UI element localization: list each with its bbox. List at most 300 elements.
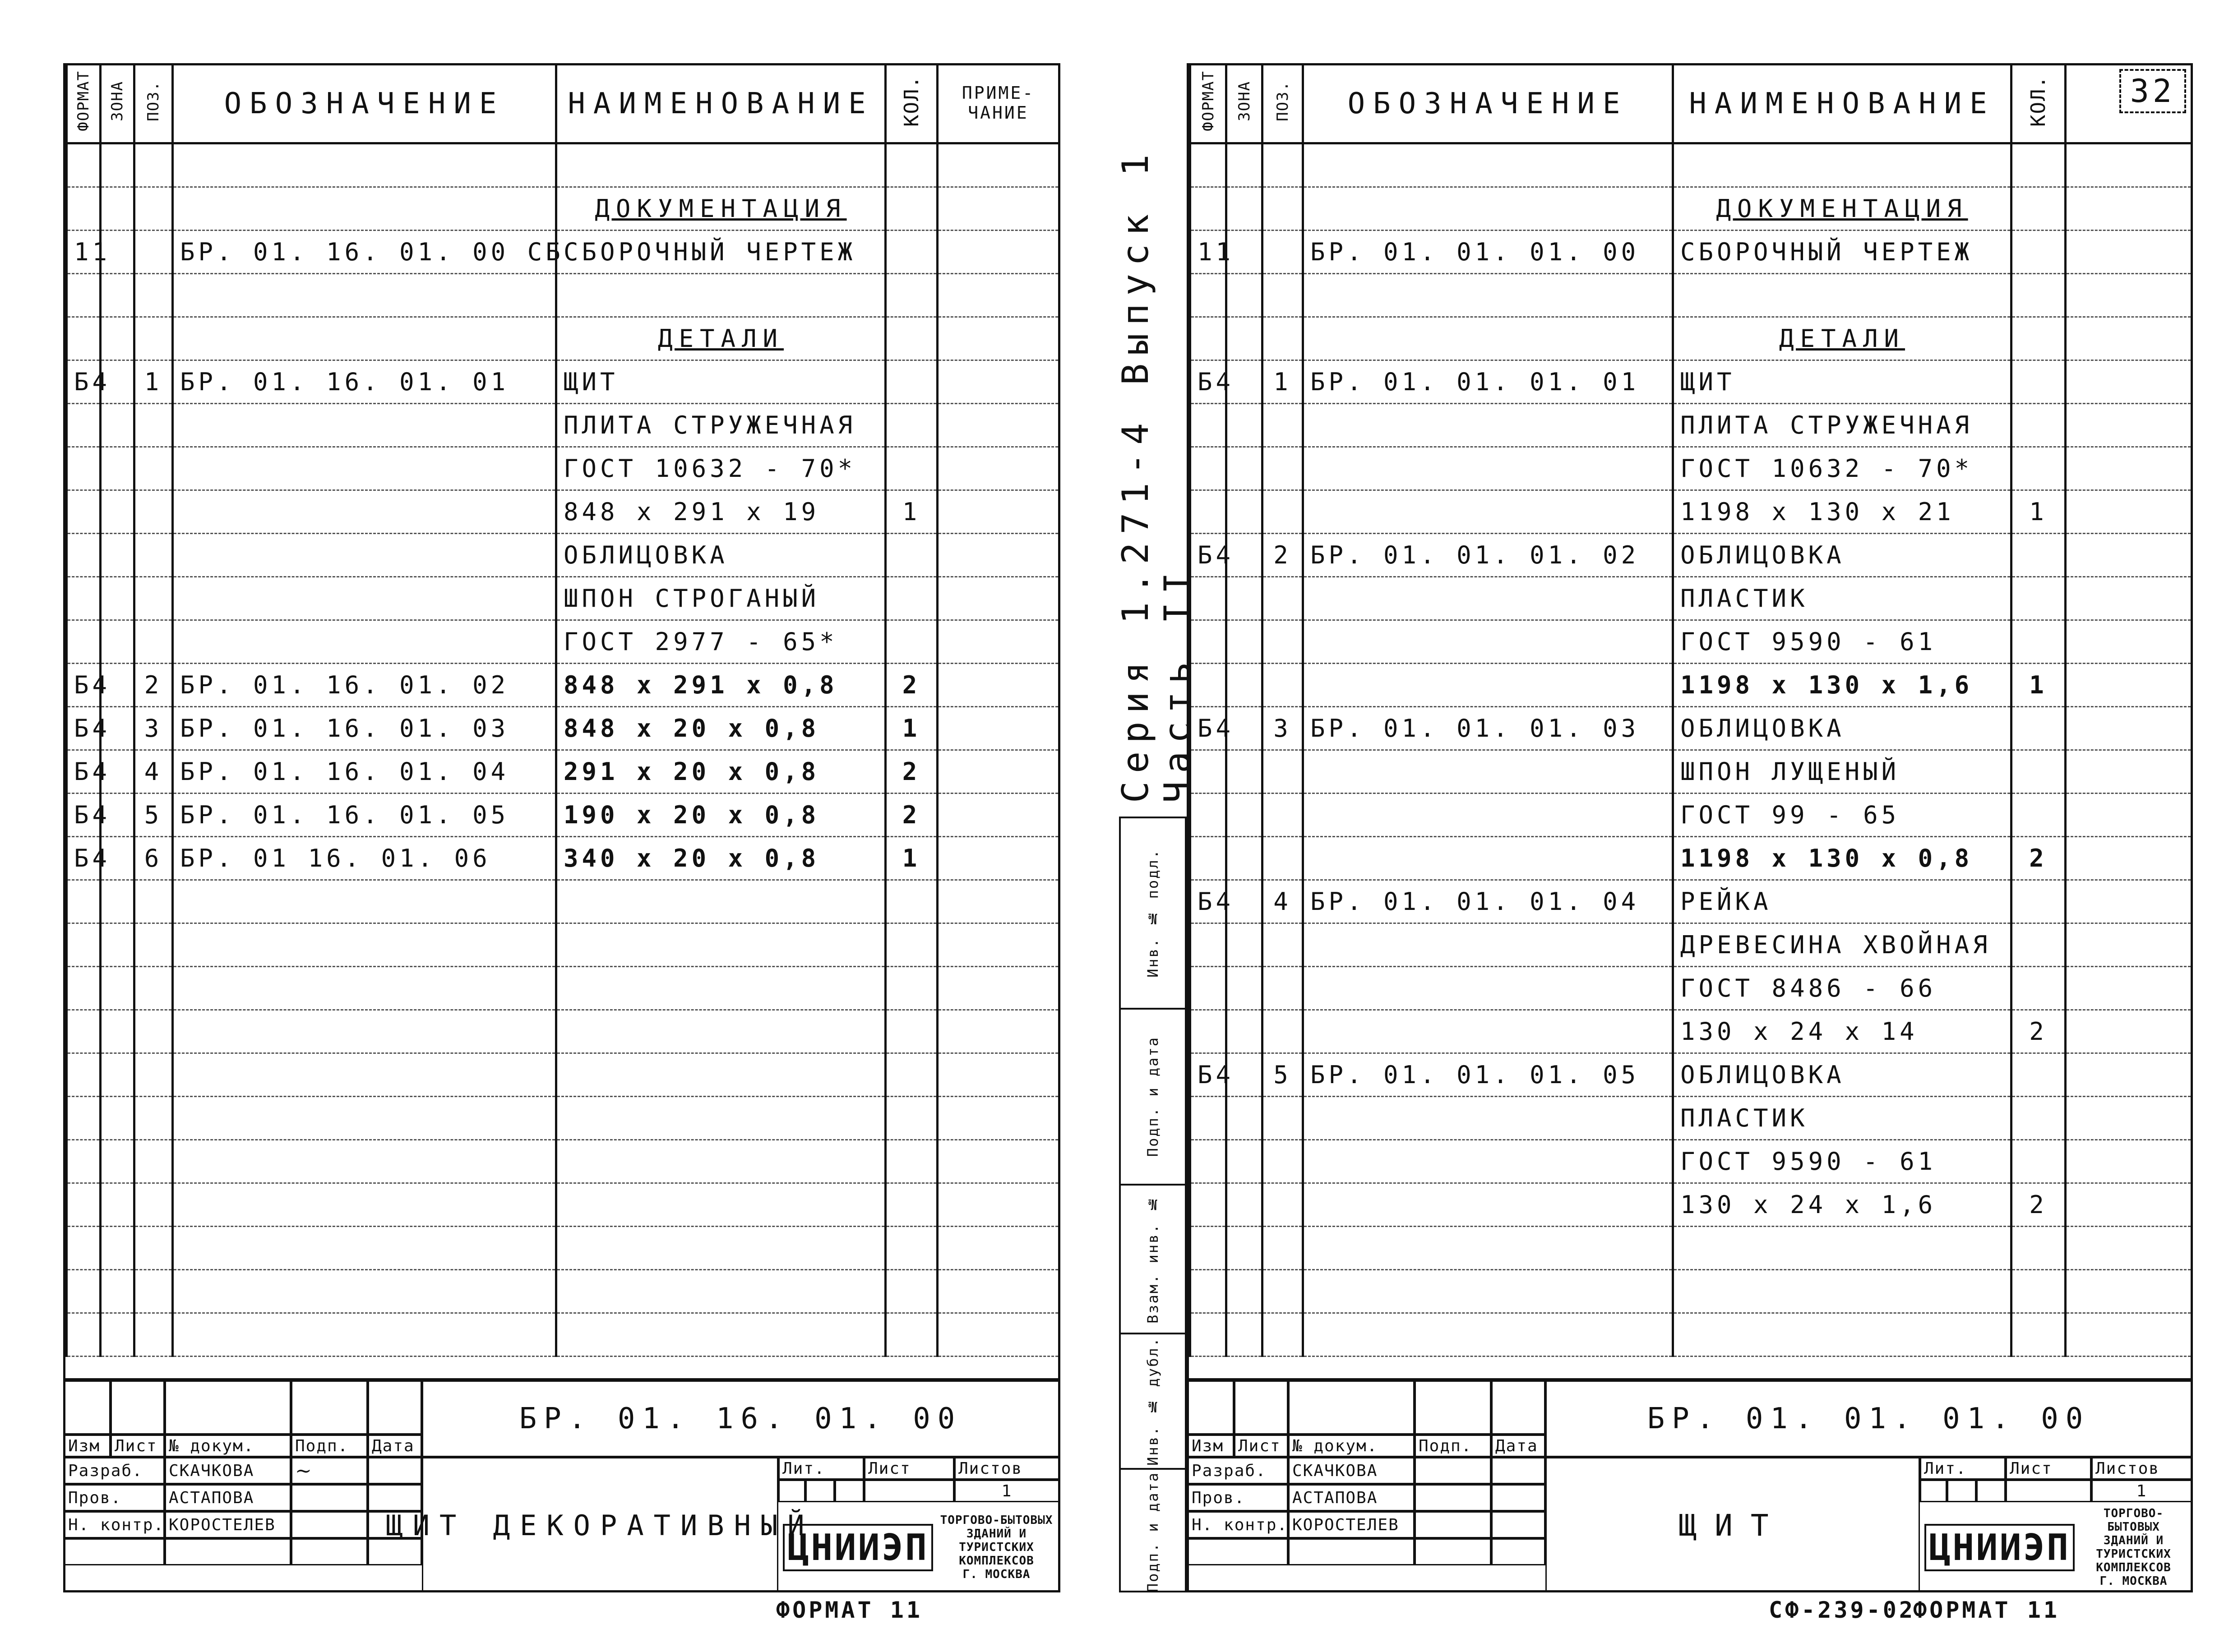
label-razrab: Разраб.: [1189, 1457, 1288, 1484]
cell-name: РЕЙКА: [1673, 880, 2011, 923]
header-name: НАИМЕНОВАНИЕ: [568, 87, 874, 120]
right-format-label: ФОРМАТ 11: [1913, 1597, 2060, 1623]
cell-note: [2066, 534, 2192, 577]
table-row: [67, 1313, 1059, 1357]
cell-qty: [886, 231, 938, 274]
cell-pos: [134, 274, 173, 317]
cell-name: [556, 143, 886, 187]
cell-qty: 1: [2011, 664, 2066, 707]
table-row: [1190, 620, 2192, 664]
table-row: [1190, 274, 2192, 317]
table-row: [1190, 923, 2192, 967]
table-row: [1190, 360, 2192, 404]
cell-format: [1190, 1227, 1226, 1270]
cell-note: [2066, 404, 2192, 447]
cell-note: [938, 447, 1059, 490]
cell-pos: [1262, 1227, 1303, 1270]
table-row: [67, 187, 1059, 231]
cell-name: [1673, 1227, 2011, 1270]
cell-zone: [1226, 490, 1262, 534]
cell-note: [2066, 967, 2192, 1010]
cell-format: [1190, 1010, 1226, 1053]
cell-name: 1198 х 130 х 1,6: [1673, 664, 2011, 707]
right-title: ЩИТ: [1545, 1457, 1920, 1592]
table-row: [1190, 837, 2192, 880]
cell-pos: [1262, 794, 1303, 837]
cell-note: [2066, 923, 2192, 967]
cell-pos: 1: [134, 360, 173, 404]
cell-zone: [1226, 664, 1262, 707]
cell-qty: 1: [886, 837, 938, 880]
cell-designation: [1303, 490, 1673, 534]
label-date: Дата: [1491, 1435, 1545, 1457]
header-format: ФОРМАТ: [1199, 70, 1217, 131]
cell-note: [938, 1270, 1059, 1313]
table-row: [67, 577, 1059, 620]
cell-designation: БР. 01. 16. 01. 04: [173, 750, 556, 794]
cell-qty: [2011, 577, 2066, 620]
cell-pos: 1: [1262, 360, 1303, 404]
cell-name: 1198 х 130 х 0,8: [1673, 837, 2011, 880]
header-designation: ОБОЗНАЧЕНИЕ: [224, 87, 505, 120]
cell-designation: [173, 143, 556, 187]
cell-qty: [2011, 1140, 2066, 1183]
cell-note: [2066, 490, 2192, 534]
cell-name: [556, 274, 886, 317]
cell-designation: [173, 274, 556, 317]
cell-designation: БР. 01. 01. 01. 02: [1303, 534, 1673, 577]
cell-qty: 1: [2011, 490, 2066, 534]
cell-designation: [173, 534, 556, 577]
table-row: [67, 1183, 1059, 1227]
cell-note: [938, 750, 1059, 794]
cell-note: [2066, 1053, 2192, 1097]
table-row: [67, 1053, 1059, 1097]
cell-format: [67, 447, 101, 490]
cell-format: [1190, 620, 1226, 664]
label-razrab: Разраб.: [65, 1457, 165, 1484]
left-header-row: [67, 65, 1059, 143]
cell-qty: [886, 1053, 938, 1097]
cell-pos: [134, 231, 173, 274]
cell-pos: [134, 880, 173, 923]
cell-qty: [886, 534, 938, 577]
right-spec-table: [1189, 65, 2193, 1357]
right-org-logo: [1924, 1509, 2186, 1586]
cell-qty: [886, 187, 938, 231]
cell-designation: [1303, 923, 1673, 967]
cell-name: ПЛАСТИК: [1673, 1097, 2011, 1140]
cell-pos: 5: [134, 794, 173, 837]
cell-designation: [1303, 1183, 1673, 1227]
cell-note: [938, 664, 1059, 707]
cell-designation: БР. 01. 01. 01. 01: [1303, 360, 1673, 404]
cell-format: [1190, 404, 1226, 447]
cell-note: [2066, 274, 2192, 317]
cell-name: [556, 923, 886, 967]
header-name: НАИМЕНОВАНИЕ: [1689, 87, 1995, 120]
cell-note: [2066, 707, 2192, 750]
cell-qty: [2011, 360, 2066, 404]
cell-qty: [886, 880, 938, 923]
table-row: [67, 447, 1059, 490]
label-sheets: Листов: [2091, 1457, 2191, 1480]
cell-name: ШПОН ЛУЩЕНЫЙ: [1673, 750, 2011, 794]
table-row: [67, 143, 1059, 187]
cell-qty: [886, 1313, 938, 1357]
cell-name: [1673, 274, 2011, 317]
cell-format: [67, 187, 101, 231]
cell-format: [1190, 750, 1226, 794]
header-note: ПРИМЕ-ЧАНИЕ: [962, 83, 1035, 123]
nkontr-name: КОРОСТЕЛЕВ: [165, 1511, 291, 1538]
label-sheets: Листов: [954, 1457, 1058, 1480]
cell-format: [67, 967, 101, 1010]
cell-note: [2066, 317, 2192, 360]
cell-pos: [134, 1270, 173, 1313]
table-row: [67, 1097, 1059, 1140]
org-description: ТОРГОВО-БЫТОВЫХ ЗДАНИЙ И ТУРИСТСКИХ КОМПЛЕКСОВ Г. МОСКВА: [940, 1514, 1053, 1581]
cell-name: [556, 880, 886, 923]
cell-qty: 2: [2011, 837, 2066, 880]
cell-note: [2066, 143, 2192, 187]
cell-pos: [1262, 967, 1303, 1010]
cell-note: [2066, 1270, 2192, 1313]
table-row: [67, 1227, 1059, 1270]
cell-format: [1190, 1313, 1226, 1357]
cell-designation: БР. 01. 16. 01. 05: [173, 794, 556, 837]
cell-zone: [101, 404, 134, 447]
cell-format: [67, 923, 101, 967]
cell-zone: [1226, 1227, 1262, 1270]
label-date: Дата: [368, 1435, 422, 1457]
cell-zone: [1226, 187, 1262, 231]
cell-zone: [1226, 837, 1262, 880]
cell-format: 11: [67, 231, 101, 274]
cell-note: [938, 577, 1059, 620]
cell-name: ПЛИТА СТРУЖЕЧНАЯ: [556, 404, 886, 447]
cell-name: ДЕТАЛИ: [1673, 317, 2011, 360]
cell-name: [556, 1097, 886, 1140]
cell-pos: [1262, 1140, 1303, 1183]
cell-qty: [2011, 707, 2066, 750]
cell-pos: [134, 1053, 173, 1097]
cell-format: [67, 317, 101, 360]
cell-format: [1190, 1270, 1226, 1313]
table-row: [1190, 1097, 2192, 1140]
cell-note: [2066, 447, 2192, 490]
table-row: [1190, 404, 2192, 447]
right-format-code: СФ-239-02: [1769, 1597, 1915, 1623]
cell-note: [938, 620, 1059, 664]
cell-format: [67, 1270, 101, 1313]
cell-zone: [101, 1010, 134, 1053]
table-row: [1190, 967, 2192, 1010]
cell-pos: [1262, 1010, 1303, 1053]
cell-qty: [886, 447, 938, 490]
table-row: [67, 880, 1059, 923]
cell-qty: [2011, 231, 2066, 274]
cell-name: [556, 1313, 886, 1357]
cell-designation: БР. 01. 01. 01. 03: [1303, 707, 1673, 750]
table-row: [67, 967, 1059, 1010]
table-row: [1190, 1313, 2192, 1357]
cell-name: ШПОН СТРОГАНЫЙ: [556, 577, 886, 620]
cell-qty: [886, 1140, 938, 1183]
cell-qty: [2011, 750, 2066, 794]
cell-name: ОБЛИЦОВКА: [1673, 534, 2011, 577]
cell-designation: [1303, 1097, 1673, 1140]
cell-pos: [134, 1010, 173, 1053]
cell-zone: [1226, 1270, 1262, 1313]
cell-zone: [101, 620, 134, 664]
cell-pos: [1262, 750, 1303, 794]
cell-note: [2066, 231, 2192, 274]
cell-name: ДОКУМЕНТАЦИЯ: [1673, 187, 2011, 231]
cell-qty: [2011, 880, 2066, 923]
cell-designation: [1303, 577, 1673, 620]
cell-zone: [101, 274, 134, 317]
cell-name: 130 х 24 х 14: [1673, 1010, 2011, 1053]
cell-pos: [1262, 620, 1303, 664]
table-row: [1190, 1227, 2192, 1270]
cell-designation: [173, 1140, 556, 1183]
cell-name: ГОСТ 99 - 65: [1673, 794, 2011, 837]
cell-zone: [1226, 923, 1262, 967]
right-doc-number: БР. 01. 01. 01. 00: [1545, 1380, 2191, 1457]
cell-designation: [1303, 794, 1673, 837]
cell-pos: 4: [134, 750, 173, 794]
stamp-podp-data-2: Подп. и дата: [1144, 1472, 1161, 1592]
cell-note: [938, 404, 1059, 447]
cell-name: 1198 х 130 х 21: [1673, 490, 2011, 534]
cell-designation: БР. 01. 01. 01. 05: [1303, 1053, 1673, 1097]
cell-pos: [134, 923, 173, 967]
cell-qty: [886, 967, 938, 1010]
cell-pos: [1262, 274, 1303, 317]
cell-note: [2066, 794, 2192, 837]
cell-name: 848 х 291 х 0,8: [556, 664, 886, 707]
cell-designation: [1303, 317, 1673, 360]
cell-format: [1190, 1097, 1226, 1140]
header-zone: ЗОНА: [1235, 80, 1253, 121]
cell-note: [2066, 187, 2192, 231]
cell-note: [938, 1227, 1059, 1270]
cell-qty: [2011, 1313, 2066, 1357]
label-nkontr: Н. контр.: [1189, 1511, 1288, 1538]
header-format: ФОРМАТ: [74, 70, 92, 131]
cell-pos: [134, 967, 173, 1010]
cell-format: Б4: [1190, 880, 1226, 923]
cell-name: СБОРОЧНЫЙ ЧЕРТЕЖ: [556, 231, 886, 274]
cell-zone: [1226, 447, 1262, 490]
table-row: [67, 274, 1059, 317]
cell-format: Б4: [1190, 360, 1226, 404]
cell-designation: [1303, 967, 1673, 1010]
table-row: [67, 620, 1059, 664]
cell-qty: [886, 404, 938, 447]
cell-name: ЩИТ: [556, 360, 886, 404]
cell-format: [1190, 1183, 1226, 1227]
stamp-podp-data-1: Подп. и дата: [1144, 1036, 1161, 1157]
page-number: 32: [2119, 69, 2186, 113]
cell-qty: [2011, 1227, 2066, 1270]
cell-format: [67, 274, 101, 317]
table-row: [1190, 577, 2192, 620]
label-list: Лист: [1234, 1435, 1288, 1457]
cell-designation: БР. 01. 01. 01. 00: [1303, 231, 1673, 274]
cell-name: [1673, 143, 2011, 187]
cell-name: ПЛАСТИК: [1673, 577, 2011, 620]
cell-note: [2066, 577, 2192, 620]
cell-designation: БР. 01. 01. 01. 04: [1303, 880, 1673, 923]
cell-pos: [134, 620, 173, 664]
cell-zone: [1226, 967, 1262, 1010]
cell-qty: [2011, 923, 2066, 967]
cell-designation: [173, 187, 556, 231]
cell-pos: [134, 317, 173, 360]
cell-pos: [134, 1227, 173, 1270]
table-row: [67, 360, 1059, 404]
cell-zone: [101, 1097, 134, 1140]
cell-pos: [134, 187, 173, 231]
right-title-block: [1189, 1378, 2191, 1590]
cell-designation: [173, 1010, 556, 1053]
cell-name: ГОСТ 8486 - 66: [1673, 967, 2011, 1010]
cell-zone: [1226, 404, 1262, 447]
cell-qty: [2011, 143, 2066, 187]
series-side-text: Серия 1.271-4 Выпуск 1 Часть II: [1114, 146, 1198, 803]
cell-format: [1190, 794, 1226, 837]
cell-zone: [101, 490, 134, 534]
cell-designation: [1303, 447, 1673, 490]
header-zone: ЗОНА: [108, 80, 126, 121]
cell-zone: [1226, 317, 1262, 360]
table-row: [67, 707, 1059, 750]
table-row: [1190, 490, 2192, 534]
cell-name: ДОКУМЕНТАЦИЯ: [556, 187, 886, 231]
table-row: [1190, 1140, 2192, 1183]
label-prov: Пров.: [1189, 1484, 1288, 1511]
cell-qty: [2011, 1270, 2066, 1313]
cell-format: [1190, 837, 1226, 880]
cell-name: [556, 967, 886, 1010]
cell-format: [1190, 274, 1226, 317]
cell-pos: [1262, 577, 1303, 620]
cell-qty: [886, 317, 938, 360]
cell-name: ЩИТ: [1673, 360, 2011, 404]
cell-format: [1190, 187, 1226, 231]
cell-name: [556, 1227, 886, 1270]
table-row: [67, 534, 1059, 577]
cell-zone: [101, 143, 134, 187]
cell-note: [2066, 837, 2192, 880]
cell-note: [938, 360, 1059, 404]
cell-designation: [1303, 1140, 1673, 1183]
table-row: [67, 1140, 1059, 1183]
table-row: [1190, 1053, 2192, 1097]
cell-name: 848 х 291 х 19: [556, 490, 886, 534]
cell-zone: [101, 1140, 134, 1183]
cell-designation: [173, 1053, 556, 1097]
signature-razrab: ~: [295, 1459, 313, 1482]
cell-pos: 5: [1262, 1053, 1303, 1097]
header-designation: ОБОЗНАЧЕНИЕ: [1347, 87, 1628, 120]
label-doc: № докум.: [1288, 1435, 1415, 1457]
cell-qty: [2011, 274, 2066, 317]
cell-zone: [1226, 143, 1262, 187]
cell-name: [1673, 1270, 2011, 1313]
cell-pos: [1262, 404, 1303, 447]
label-nkontr: Н. контр.: [65, 1511, 165, 1538]
cell-pos: [1262, 923, 1303, 967]
cell-format: 11: [1190, 231, 1226, 274]
cell-designation: БР. 01 16. 01. 06: [173, 837, 556, 880]
cell-note: [938, 880, 1059, 923]
cell-format: [67, 880, 101, 923]
cell-designation: [173, 967, 556, 1010]
right-side-stamp: [1119, 817, 1187, 1592]
cell-name: [1673, 1313, 2011, 1357]
cell-format: [67, 143, 101, 187]
left-doc-number: БР. 01. 16. 01. 00: [422, 1380, 1058, 1457]
cell-designation: [173, 1313, 556, 1357]
cell-format: Б4: [67, 707, 101, 750]
cell-format: [1190, 143, 1226, 187]
cell-note: [938, 534, 1059, 577]
cell-designation: [173, 923, 556, 967]
cell-designation: БР. 01. 16. 01. 00 СБ: [173, 231, 556, 274]
cell-pos: 4: [1262, 880, 1303, 923]
cell-pos: 2: [1262, 534, 1303, 577]
cell-qty: 1: [886, 707, 938, 750]
cell-name: СБОРОЧНЫЙ ЧЕРТЕЖ: [1673, 231, 2011, 274]
cell-note: [938, 837, 1059, 880]
table-row: [67, 490, 1059, 534]
cell-qty: [2011, 794, 2066, 837]
cell-format: [67, 1227, 101, 1270]
cell-zone: [1226, 750, 1262, 794]
cell-designation: [1303, 1010, 1673, 1053]
label-izm: Изм: [65, 1435, 111, 1457]
cell-designation: [1303, 1313, 1673, 1357]
cell-format: Б4: [67, 837, 101, 880]
cell-format: [1190, 490, 1226, 534]
header-pos: ПОЗ.: [144, 80, 162, 121]
table-row: [67, 1010, 1059, 1053]
cell-designation: [1303, 750, 1673, 794]
cell-designation: [1303, 274, 1673, 317]
cell-designation: [173, 1270, 556, 1313]
table-row: [1190, 317, 2192, 360]
cell-designation: [173, 620, 556, 664]
cell-qty: [2011, 534, 2066, 577]
cell-pos: [1262, 664, 1303, 707]
cell-pos: [134, 534, 173, 577]
cell-zone: [1226, 577, 1262, 620]
label-prov: Пров.: [65, 1484, 165, 1511]
cell-pos: [1262, 1183, 1303, 1227]
cell-pos: [1262, 317, 1303, 360]
cell-name: ГОСТ 9590 - 61: [1673, 620, 2011, 664]
cell-pos: [1262, 143, 1303, 187]
cell-format: Б4: [67, 360, 101, 404]
cell-note: [2066, 1140, 2192, 1183]
cell-pos: [1262, 490, 1303, 534]
cell-designation: [173, 1183, 556, 1227]
cell-note: [2066, 620, 2192, 664]
cell-qty: [886, 1097, 938, 1140]
